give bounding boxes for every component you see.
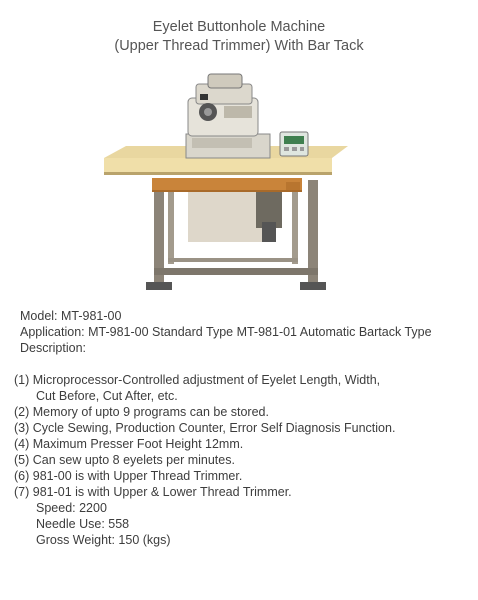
page-title: Eyelet Buttonhole Machine <box>152 19 326 35</box>
feature-item: (7) 981-01 is with Upper & Lower Thread Trimmer. <box>14 485 292 499</box>
feature-item: (1) Microprocessor-Controlled adjustment of Eyelet Length, Width, <box>14 373 381 387</box>
feature-item: (3) Cycle Sewing, Production Counter, Error Self Diagnosis Function. <box>14 421 396 435</box>
speed-spec: Speed: 2200 <box>36 501 107 515</box>
product-image <box>96 72 352 298</box>
feature-item: (6) 981-00 is with Upper Thread Trimmer. <box>14 469 243 483</box>
feature-item: (2) Memory of upto 9 programs can be stored. <box>14 405 269 419</box>
weight-spec: Gross Weight: 150 (kgs) <box>36 533 171 547</box>
feature-item: (5) Can sew upto 8 eyelets per minutes. <box>14 453 235 467</box>
feature-item: Cut Before, Cut After, etc. <box>36 389 178 403</box>
page-subtitle: (Upper Thread Trimmer) With Bar Tack <box>114 38 364 54</box>
model-text: Model: MT-981-00 <box>20 309 122 323</box>
application-text: Application: MT-981-00 Standard Type MT-981-01 Automatic Bartack Type <box>20 325 432 339</box>
description-label: Description: <box>20 341 86 355</box>
needle-spec: Needle Use: 558 <box>36 517 130 531</box>
feature-item: (4) Maximum Presser Foot Height 12mm. <box>14 437 244 451</box>
